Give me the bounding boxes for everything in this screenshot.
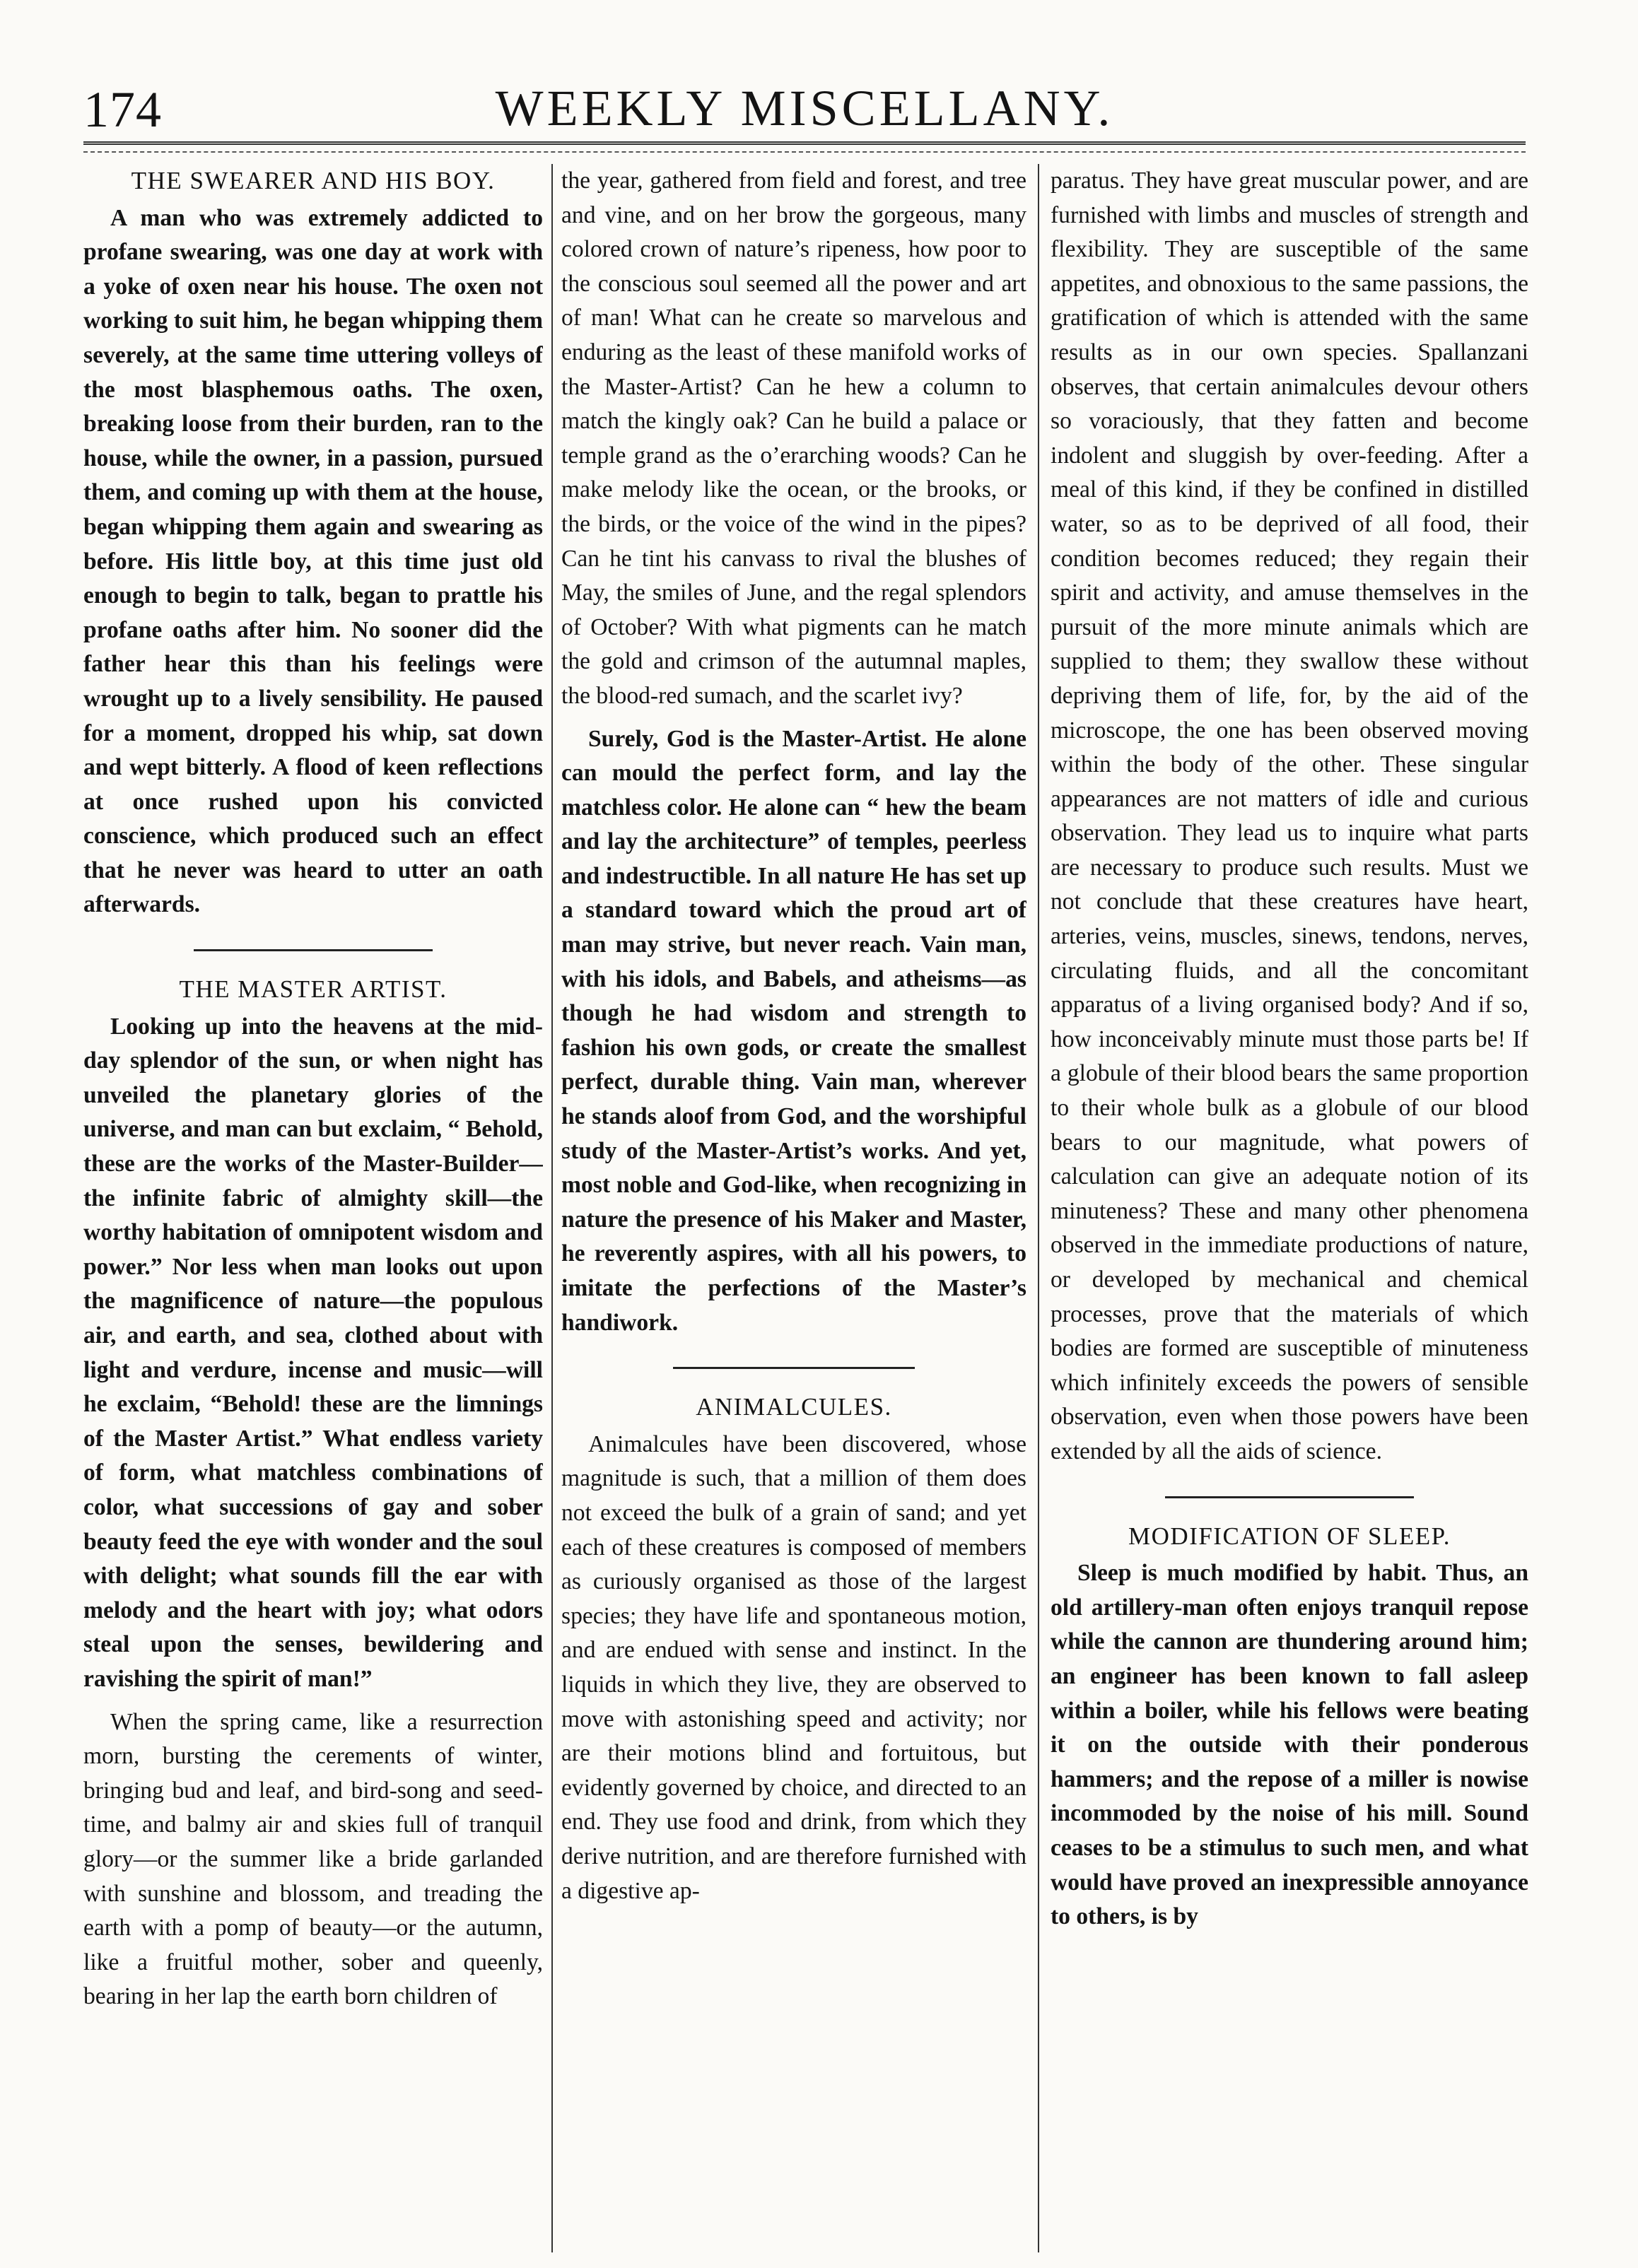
article-paragraph: Sleep is much modified by habit. Thus, an old artillery-man often enjoys tranquil repose while the cannon are thundering around him; an engineer has been known to fall asleep within a boiler, while his fellows were beating it on the outside with their ponderous hammers; and the repose of a miller is nowise incommoded by the noise of his mill. Sound ceases to be a stimulus to such men, and what would have proved an inexpressible annoyance to others, is by	[1051, 1560, 1528, 1930]
section-rule	[673, 1367, 915, 1369]
article-title-swearer: THE SWEARER AND HIS BOY.	[131, 167, 496, 194]
article-paragraph-continued: paratus. They have great muscular power, and are furnished with limbs and muscles of strength and flexibility. They are susceptible of the same appetites, and obnoxious to the same passions, the gratification of which is attended with the same results as in our own species. Spallanzani observes, that certain animalcules devour others so voraciously, that they fatten and become indolent and sluggish by over-feeding. After a meal of this kind, if they be confined in distilled water, so as to be deprived of all food, their condition becomes reduced; they regain their spirit and activity, and amuse themselves in the pursuit of the more minute animals which are supplied to them; they swallow these without depriving them of life, for, by the aid of the microscope, the one has been observed moving within the body of the other. These singular appearances are not matters of idle and curious observation. They lead us to inquire what parts are necessary to produce such results. Must we not conclude that these creatures have heart, arteries, veins, muscles, sinews, tendons, nerves, circulating fluids, and all the concomitant apparatus of a living organised body? And if so, how inconceivably minute must those parts be! If a globule of their blood bears the same proportion to their whole bulk as a globule of our blood bears to our magnitude, what powers of calculation can give an adequate notion of its minuteness? These and many other phenomena observed in the immediate productions of nature, or developed by mechanical and chemical processes, prove that the materials of which bodies are formed are susceptible of minuteness which infinitely exceeds the powers of sensible observation, even when those powers have been extended by all the aids of science.	[1051, 168, 1528, 1464]
header-rule	[83, 141, 1526, 145]
article-title-sleep: MODIFICATION OF SLEEP.	[1128, 1522, 1451, 1550]
article-paragraph: Looking up into the heavens at the mid-day splendor of the sun, or when night has unveiled the planetary glories of the universe, and man can but exclaim, “ Behold, these are the works of the Master-Builder—the infinite fabric of almighty skill—the worthy habitation of omnipotent wisdom and power.” Nor less when man looks out upon the magnificence of nature—the populous air, and earth, and sea, clothed about with light and verdure, incense and music—will he exclaim, “Behold! these are the limnings of the Master Artist.” What endless variety of form, what matchless combinations of color, what successions of gay and sober beauty feed the eye with wonder and the soul with delight; what sounds fill the ear with melody and the heart with joy; what odors steal upon the senses, bewildering and ravishing the spirit of man!”	[83, 1013, 543, 1692]
column-1	[83, 164, 543, 2252]
column-divider	[551, 164, 553, 2252]
column-2	[561, 164, 1026, 2252]
column-3	[1051, 164, 1528, 2252]
section-rule	[194, 949, 433, 951]
page-number: 174	[83, 81, 162, 138]
section-rule	[1165, 1496, 1414, 1498]
article-title-animalcules: ANIMALCULES.	[696, 1393, 892, 1421]
article-body-swearer: A man who was extremely addicted to profane swearing, was one day at work with a yoke of oxen near his house. The oxen not working to suit him, he began whipping them severely, at the same time uttering volleys of the most blasphemous oaths. The oxen, breaking loose from their burden, ran to the house, while the owner, in a passion, pursued them, and coming up with them at the house, began whipping them again and swearing as before. His little boy, at this time just old enough to begin to talk, began to prattle his profane oaths after him. No sooner did the father hear this than his feelings were wrought up to a lively sensibility. He paused for a moment, dropped his whip, sat down and wept bitterly. A flood of keen reflections at once rushed upon his convicted conscience, which produced such an effect that he never was heard to utter an oath afterwards.	[83, 204, 543, 918]
page-header	[83, 76, 1526, 140]
article-paragraph: Surely, God is the Master-Artist. He alone can mould the perfect form, and lay the matchless color. He alone can “ hew the beam and lay the architecture” of temples, peerless and indestructible. In all nature He has set up a standard toward which the proud art of man may strive, but never reach. Vain man, with his idols, and Babels, and atheisms—as though he had wisdom and strength to fashion his own gods, or create the smallest perfect, durable thing. Vain man, wherever he stands aloof from God, and the worshipful study of the Master-Artist’s works. And yet, most noble and God-like, when recognizing in nature the presence of his Maker and Master, he reverently aspires, with all his powers, to imitate the perfections of the Master’s handiwork.	[561, 725, 1026, 1336]
article-paragraph: When the spring came, like a resurrection morn, bursting the cerements of winter, bringing bud and leaf, and bird-song and seed-time, and balmy air and skies full of tranquil glory—or the summer like a bride garlanded with sunshine and blossom, and treading the earth with a pomp of beauty—or the autumn, like a fruitful mother, sober and queenly, bearing in her lap the earth born children of	[83, 1708, 543, 2010]
journal-title: WEEKLY MISCELLANY.	[495, 80, 1114, 136]
header-dashed-rule	[83, 151, 1526, 153]
column-divider	[1038, 164, 1039, 2252]
article-paragraph-continued: the year, gathered from field and forest, and tree and vine, and on her brow the gorgeous, many colored crown of nature’s ripeness, how poor to the conscious soul seemed all the power and art of man! What can he create so marvelous and enduring as the least of these manifold works of the Master-Artist? Can he hew a column to match the kingly oak? Can he build a palace or temple grand as the o’erarching woods? Can he make melody like the ocean, or the brooks, or the birds, or the voice of the wind in the pipes? Can he tint his canvass to rival the blushes of May, the smiles of June, and the regal splendors of October? With what pigments can he match the gold and crimson of the autumnal maples, the blood-red sumach, and the scarlet ivy?	[561, 168, 1026, 709]
article-title-master-artist: THE MASTER ARTIST.	[179, 975, 447, 1004]
article-paragraph: Animalcules have been discovered, whose magnitude is such, that a million of them does not exceed the bulk of a grain of sand; and yet each of these creatures is composed of members as curiously organised as those of the largest species; they have life and spontaneous motion, and are endued with sense and instinct. In the liquids in which they live, they are observed to move with astonishing speed and activity; nor are their motions blind and fortuitous, but evidently governed by choice, and directed to an end. They use food and drink, from which they derive nutrition, and are therefore furnished with a digestive ap-	[561, 1430, 1026, 1904]
